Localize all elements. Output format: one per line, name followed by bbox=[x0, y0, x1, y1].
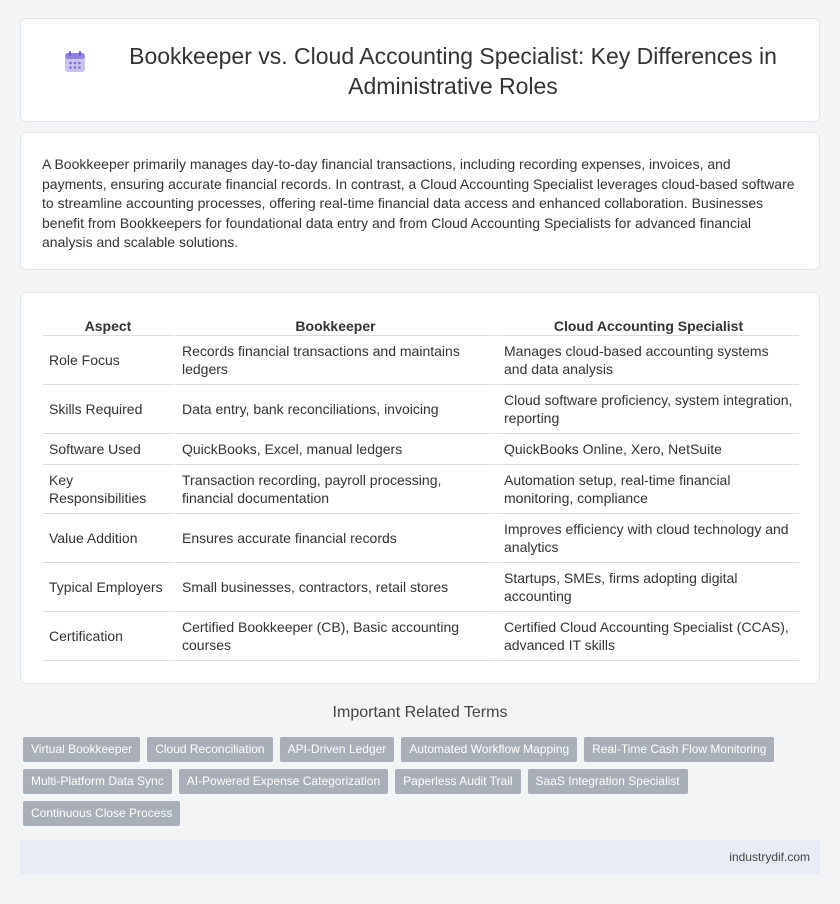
calendar-icon bbox=[62, 49, 88, 75]
related-term-tag[interactable]: Virtual Bookkeeper bbox=[23, 737, 140, 762]
cell-cloud-specialist: Improves efficiency with cloud technology and analytics bbox=[495, 514, 799, 563]
table-row bbox=[43, 465, 799, 514]
related-term-tag[interactable]: API-Driven Ledger bbox=[280, 737, 395, 762]
related-term-tag[interactable]: SaaS Integration Specialist bbox=[528, 769, 688, 794]
cell-bookkeeper: QuickBooks, Excel, manual ledgers bbox=[173, 434, 495, 465]
intro-paragraph: A Bookkeeper primarily manages day-to-day financial transactions, including recording expenses, invoices, and payments, ensuring accurate financial records. In contrast, a Cloud Accounting Specialist leverages cloud-based software to streamline accounting processes, offering real-time financial data access and enhanced collaboration. Businesses benefit from Bookkeepers for foundational data entry and from Cloud Accounting Specialists for advanced financial analysis and scalable solutions. bbox=[42, 156, 795, 251]
related-term-tag[interactable]: Multi-Platform Data Sync bbox=[23, 769, 172, 794]
comparison-card bbox=[20, 292, 820, 684]
related-terms-title: Important Related Terms bbox=[332, 704, 508, 721]
cell-bookkeeper: Ensures accurate financial records bbox=[173, 514, 495, 563]
page-title: Bookkeeper vs. Cloud Accounting Specialist: Key Differences in Administrative Roles bbox=[129, 43, 777, 99]
table-row bbox=[43, 434, 799, 465]
footer bbox=[20, 840, 820, 874]
cell-aspect: Software Used bbox=[43, 434, 173, 465]
table-row bbox=[43, 514, 799, 563]
comparison-table bbox=[43, 315, 799, 661]
cell-bookkeeper: Transaction recording, payroll processing, financial documentation bbox=[173, 465, 495, 514]
cell-cloud-specialist: Startups, SMEs, firms adopting digital accounting bbox=[495, 563, 799, 612]
cell-bookkeeper: Certified Bookkeeper (CB), Basic accounting courses bbox=[173, 612, 495, 661]
related-term-tag[interactable]: Cloud Reconciliation bbox=[147, 737, 272, 762]
header-aspect: Aspect bbox=[43, 315, 173, 336]
cell-aspect: Value Addition bbox=[43, 514, 173, 563]
header-card bbox=[20, 18, 820, 122]
cell-aspect: Skills Required bbox=[43, 385, 173, 434]
footer-site-link[interactable]: industrydif.com bbox=[729, 850, 810, 864]
table-row bbox=[43, 336, 799, 385]
cell-cloud-specialist: Manages cloud-based accounting systems and data analysis bbox=[495, 336, 799, 385]
cell-bookkeeper: Data entry, bank reconciliations, invoicing bbox=[173, 385, 495, 434]
related-term-tag[interactable]: AI-Powered Expense Categorization bbox=[179, 769, 388, 794]
cell-aspect: Key Responsibilities bbox=[43, 465, 173, 514]
cell-aspect: Certification bbox=[43, 612, 173, 661]
intro-card bbox=[20, 132, 820, 270]
table-row bbox=[43, 563, 799, 612]
related-term-tag[interactable]: Automated Workflow Mapping bbox=[401, 737, 577, 762]
cell-bookkeeper: Records financial transactions and maintains ledgers bbox=[173, 336, 495, 385]
header bbox=[61, 41, 799, 101]
table-row bbox=[43, 612, 799, 661]
cell-cloud-specialist: Automation setup, real-time financial monitoring, compliance bbox=[495, 465, 799, 514]
related-term-tag[interactable]: Real-Time Cash Flow Monitoring bbox=[584, 737, 774, 762]
related-term-tag[interactable]: Continuous Close Process bbox=[23, 801, 180, 826]
cell-aspect: Typical Employers bbox=[43, 563, 173, 612]
cell-cloud-specialist: Certified Cloud Accounting Specialist (CCAS), advanced IT skills bbox=[495, 612, 799, 661]
table-header-row bbox=[43, 315, 799, 336]
cell-aspect: Role Focus bbox=[43, 336, 173, 385]
cell-bookkeeper: Small businesses, contractors, retail stores bbox=[173, 563, 495, 612]
table-row bbox=[43, 385, 799, 434]
related-term-tag[interactable]: Paperless Audit Trail bbox=[395, 769, 520, 794]
header-cloud-specialist: Cloud Accounting Specialist bbox=[495, 315, 799, 336]
cell-cloud-specialist: Cloud software proficiency, system integration, reporting bbox=[495, 385, 799, 434]
cell-cloud-specialist: QuickBooks Online, Xero, NetSuite bbox=[495, 434, 799, 465]
header-bookkeeper: Bookkeeper bbox=[173, 315, 495, 336]
related-terms-list bbox=[23, 737, 783, 833]
